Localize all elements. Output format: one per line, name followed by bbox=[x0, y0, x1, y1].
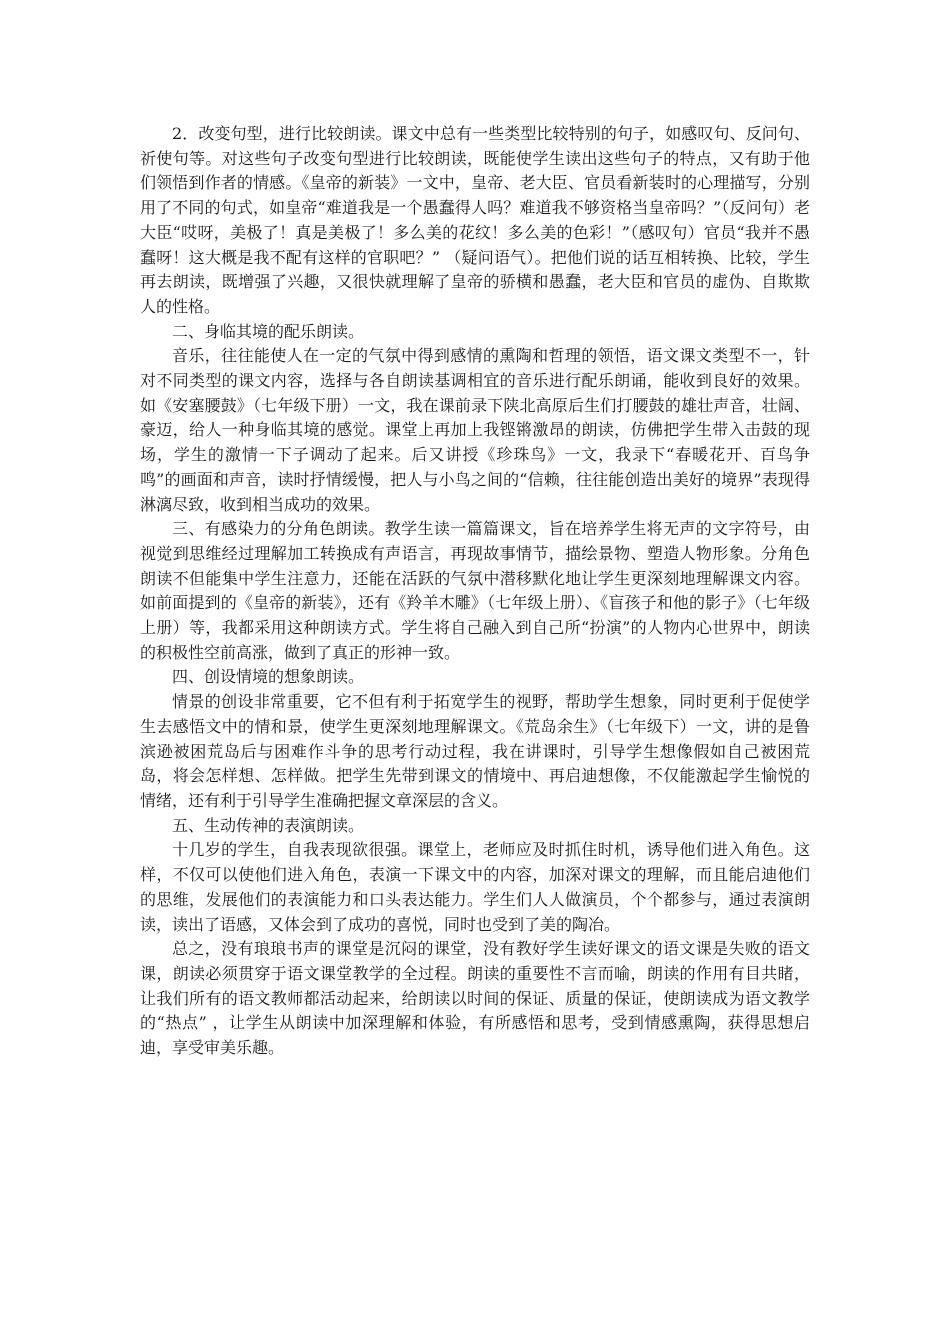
section-heading-performance-reading: 五、生动传神的表演朗读。 bbox=[172, 815, 365, 835]
paragraph-music-reading: 音乐，往往能使人在一定的气氛中得到感情的熏陶和哲理的领悟，语文课文类型不一，针对不同类型的课文内容，选择与各自朗读基调相宜的音乐进行配乐朗诵，能收到良好的效果。如《安塞腰鼓》（七年级下册）一文，我在课前录下陕北高原后生们打腰鼓的雄壮声音，壮阔、豪迈，给人一种身临其境的感觉。课堂上再加上我铿锵激昂的朗读，仿佛把学生带入击鼓的现场，学生的激情一下子调动了起来。后又讲授《珍珠鸟》一文，我录下“春暖花开、百鸟争鸣”的画面和声音，读时抒情缓慢，把人与小鸟之间的“信赖，往往能创造出美好的境界”表现得淋漓尽致，收到相当成功的效果。 bbox=[140, 346, 810, 514]
paragraph-performance-reading: 十几岁的学生，自我表现欲很强。课堂上，老师应及时抓住时机，诱导他们进入角色。这样，不仅可以使他们进入角色，表演一下课文中的内容，加深对课文的理解，而且能启迪他们的思维，发展他们的表演能力和口头表达能力。学生们人人做演员，个个都参与，通过表演朗读，读出了语感，又体会到了成功的喜悦，同时也受到了美的陶冶。 bbox=[140, 840, 810, 934]
paragraph-imagination-reading: 情景的创设非常重要，它不但有利于拓宽学生的视野，帮助学生想象，同时更利于促使学生去感悟文中的情和景，使学生更深刻地理解课文。《荒岛余生》（七年级下）一文，讲的是鲁滨逊被困荒岛后与困难作斗争的思考行动过程，我在讲课时，引导学生想像假如自己被困荒岛，将会怎样想、怎样做。把学生先带到课文的情境中、再启迪想像，不仅能激起学生愉悦的情绪，还有利于引导学生准确把握文章深层的含义。 bbox=[140, 692, 810, 810]
section-heading-imagination-reading: 四、创设情境的想象朗读。 bbox=[172, 667, 365, 687]
paragraph-sentence-type-reading: 2．改变句型，进行比较朗读。课文中总有一些类型比较特别的句子，如感叹句、反问句、祈使句等。对这些句子改变句型进行比较朗读，既能使学生读出这些句子的特点，又有助于他们领悟到作者的情感。《皇帝的新装》一文中，皇帝、老大臣、官员看新装时的心理描写，分别用了不同的句式，如皇帝“难道我是一个愚蠢得人吗？难道我不够资格当皇帝吗？”（反问句）老大臣“哎呀，美极了！真是美极了！多么美的花纹！多么美的色彩！”（感叹句）官员“我并不愚蠢呀！这大概是我不配有这样的官职吧？” （疑问语气）。把他们说的话互相转换、比较，学生再去朗读，既增强了兴趣，又很快就理解了皇帝的骄横和愚蠢，老大臣和官员的虚伪、自欺欺人的性格。 bbox=[140, 124, 810, 316]
document-body bbox=[140, 122, 810, 1061]
paragraph-role-reading: 三、有感染力的分角色朗读。教学生读一篇篇课文，旨在培养学生将无声的文字符号，由视觉到思维经过理解加工转换成有声语言，再现故事情节，描绘景物、塑造人物形象。分角色朗读不但能集中学生注意力，还能在活跃的气氛中潜移默化地让学生更深刻地理解课文内容。如前面提到的《皇帝的新装》，还有《羚羊木雕》（七年级上册）、《盲孩子和他的影子》（七年级上册）等，我都采用这种朗读方式。学生将自己融入到自己所“扮演”的人物内心世界中，朗读的积极性空前高涨，做到了真正的形神一致。 bbox=[140, 519, 810, 662]
section-heading-music-reading: 二、身临其境的配乐朗读。 bbox=[172, 321, 365, 341]
paragraph-conclusion: 总之，没有琅琅书声的课堂是沉闷的课堂，没有教好学生读好课文的语文课是失败的语文课，朗读必须贯穿于语文课堂教学的全过程。朗读的重要性不言而喻，朗读的作用有目共睹，让我们所有的语文教师都活动起来，给朗读以时间的保证、质量的保证，使朗读成为语文教学的“热点” ，让学生从朗读中加深理解和体验，有所感悟和思考，受到情感熏陶，获得思想启迪，享受审美乐趣。 bbox=[140, 939, 810, 1058]
